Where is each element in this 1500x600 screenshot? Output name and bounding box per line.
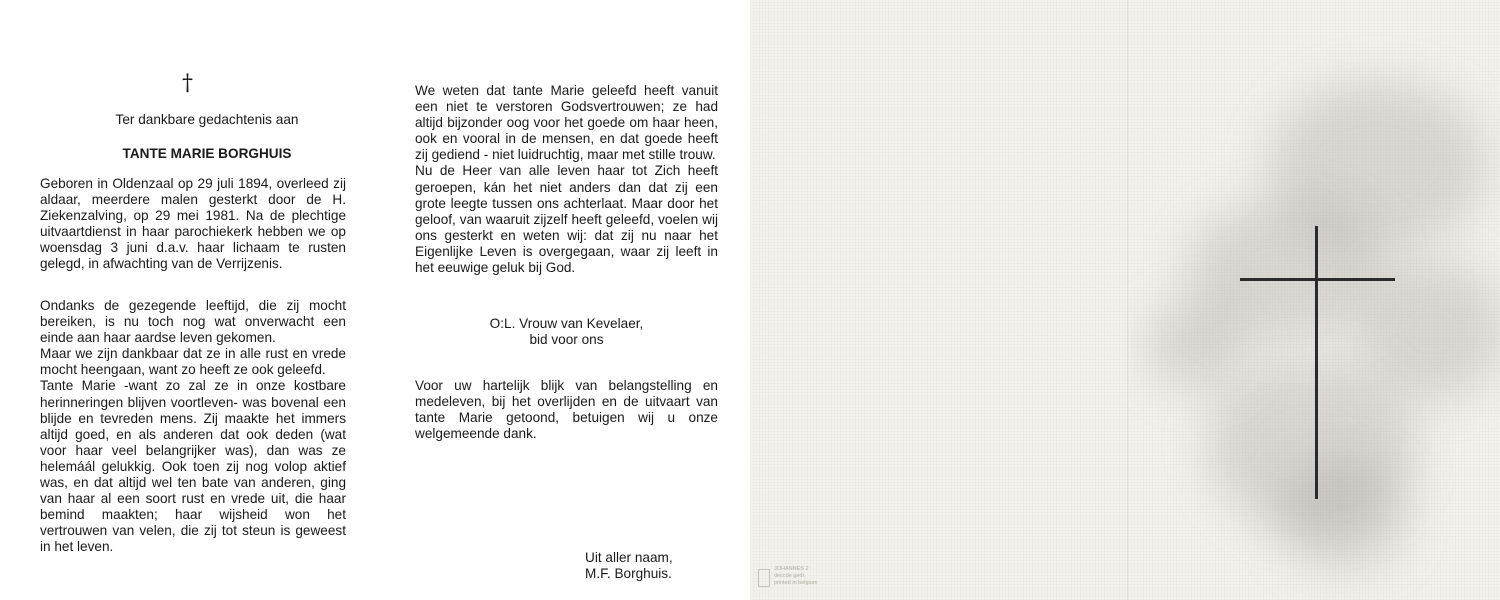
signature: Uit aller naam, M.F. Borghuis. xyxy=(585,550,673,582)
deceased-name: TANTE MARIE BORGHUIS xyxy=(122,146,292,161)
cross-vertical-bar xyxy=(1315,226,1318,499)
left-panel xyxy=(0,0,375,600)
dedication-line: Ter dankbare gedachtenis aan xyxy=(115,112,299,127)
small-cross-icon: † xyxy=(182,71,193,96)
thanks-paragraph: Voor uw hartelijk blijk van belangstelling en medeleven, bij het overlijden en de uitvaart van tante Marie getoond, betuigen wij u onze welgemeende dank. xyxy=(415,378,718,442)
cross-horizontal-bar xyxy=(1240,278,1395,281)
remembrance-paragraph: Ondanks de gezegende leeftijd, die zij mocht bereiken, is nu toch nog wat onverwacht een einde aan haar aardse leven gekomen. Maar we zijn dankbaar dat ze in alle rust en vrede mocht heengaan, want zo heeft ze ook geleefd. Tante Marie -want zo zal ze in onze kostbare herinneringen blijven voortleven- was bovenal een blijde en tevreden mens. Zij maakte het immers altijd goed, en als anderen dat ook deden (wat voor haar veel belangrijker was), dan was ze helemáál gelukkig. Ook toen zij nog volop aktief was, en dat altijd wel ten bate van anderen, ging van haar al een soort rust en vrede uit, die haar bemind maakten; haar wijsheid won het vertrouwen van velen, die zij tot steun is geweest in het leven. xyxy=(40,298,346,555)
cross-icon xyxy=(1240,226,1395,499)
printer-text: JOHANNES 2 deccde gedr. printed in belgium xyxy=(774,566,818,586)
printer-mark xyxy=(758,566,848,592)
printer-logo-icon xyxy=(758,569,770,587)
faith-paragraph: We weten dat tante Marie geleefd heeft vanuit een niet te verstoren Godsvertrouwen; ze had altijd bijzonder oog voor het goede om haar heen, ook en vooral in de mensen, en dat goede heeft zij gediend - niet luidruchtig, maar met stille trouw. Nu de Heer van alle leven haar tot Zich heeft geroepen, kán het niet anders dan dat zij een grote leegte tussen ons achterlaat. Maar door het geloof, van waaruit zijzelf heeft geleefd, voelen wij ons gesterkt en weten wij: dat zij nu naar het Eigenlijke Leven is overgegaan, waar zij leeft in het eeuwige geluk bij God. xyxy=(415,83,718,276)
biography-paragraph: Geboren in Oldenzaal op 29 juli 1894, overleed zij aldaar, meerdere malen gesterkt door de H. Ziekenzalving, op 29 mei 1981. Na de plechtige uitvaartdienst in haar parochiekerk hebben we op woensdag 3 juni d.a.v. haar lichaam te rusten gelegd, in afwachting van de Verrijzenis. xyxy=(40,176,346,272)
prayer-invocation: O:L. Vrouw van Kevelaer, bid voor ons xyxy=(489,316,644,348)
